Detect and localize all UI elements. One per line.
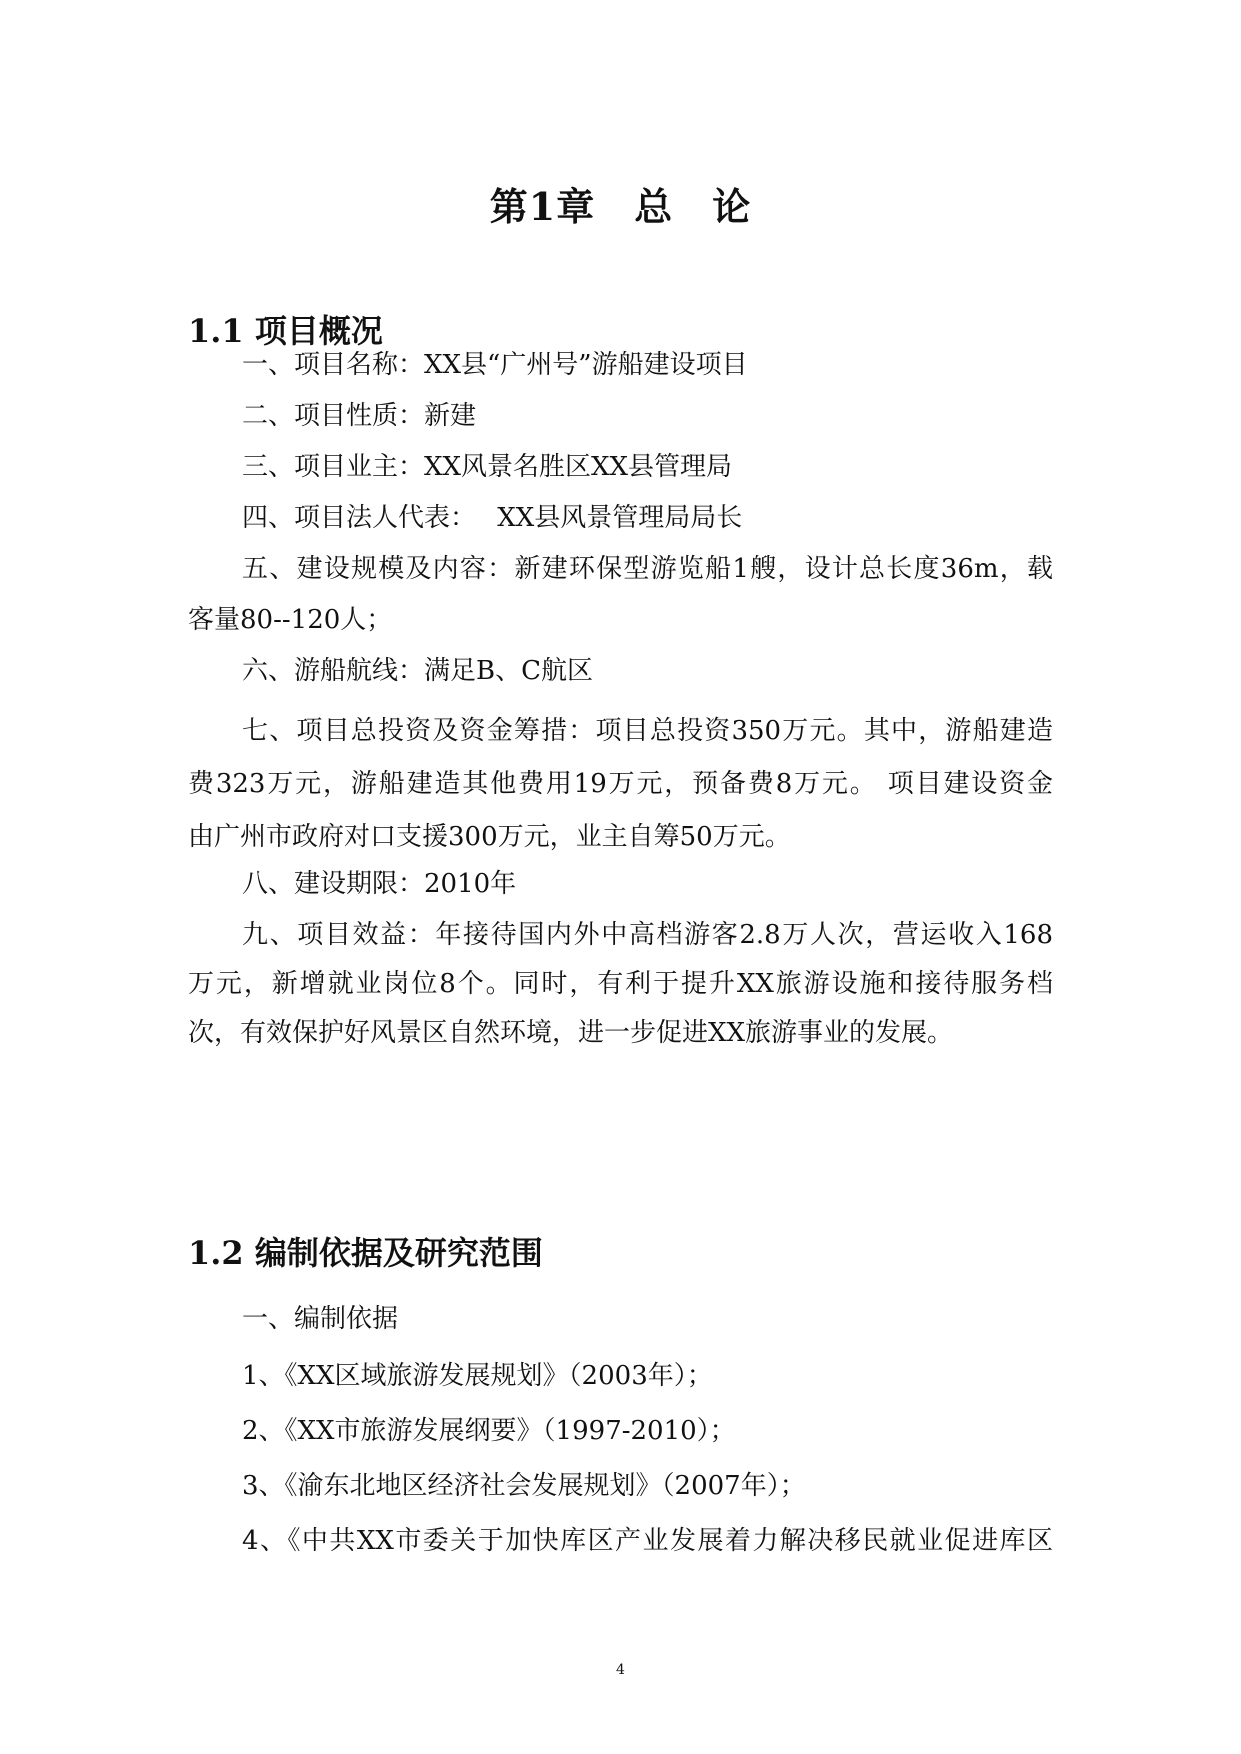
- chapter-title: 第1章 总 论: [489, 184, 752, 229]
- paragraph-scale-line-2: 客量80--120人；: [188, 605, 393, 635]
- paragraph-project-name: 一、项目名称：XX县“广州号”游船建设项目: [242, 350, 748, 380]
- list-item-3: 3、《渝东北地区经济社会发展规划》（2007年）；: [242, 1471, 806, 1501]
- paragraph-benefits-line-1: 九、项目效益：年接待国内外中高档游客2.8万人次，营运收入168: [242, 920, 1053, 950]
- paragraph-investment-line-2: 费323万元，游船建造其他费用19万元，预备费8万元。 项目建设资金: [188, 769, 1053, 799]
- page-number: 4: [616, 1662, 625, 1678]
- paragraph-investment-line-3: 由广州市政府对口支援300万元，业主自筹50万元。: [188, 822, 791, 852]
- paragraph-route: 六、游船航线：满足B、C航区: [242, 656, 594, 686]
- paragraph-construction-period: 八、建设期限：2010年: [242, 869, 517, 899]
- paragraph-project-nature: 二、项目性质：新建: [242, 401, 477, 431]
- paragraph-benefits-line-2: 万元，新增就业岗位8个。同时，有利于提升XX旅游设施和接待服务档: [188, 969, 1053, 999]
- section-heading-1-2: 1.2 编制依据及研究范围: [188, 1234, 543, 1272]
- list-item-4: 4、《中共XX市委关于加快库区产业发展着力解决移民就业促进库区: [242, 1526, 1053, 1556]
- paragraph-benefits-line-3: 次，有效保护好风景区自然环境，进一步促进XX旅游事业的发展。: [188, 1018, 954, 1048]
- paragraph-project-owner: 三、项目业主：XX风景名胜区XX县管理局: [242, 452, 733, 482]
- list-item-1: 1、《XX区域旅游发展规划》（2003年）；: [242, 1361, 713, 1391]
- section-heading-1-1: 1.1 项目概况: [188, 312, 383, 350]
- list-item-2: 2、《XX市旅游发展纲要》（1997-2010）；: [242, 1416, 736, 1446]
- paragraph-scale-line-1: 五、建设规模及内容：新建环保型游览船1艘，设计总长度36m，载: [242, 554, 1053, 584]
- paragraph-legal-representative: 四、项目法人代表： XX县风景管理局局长: [242, 503, 743, 533]
- paragraph-investment-line-1: 七、项目总投资及资金筹措：项目总投资350万元。其中，游船建造: [242, 716, 1053, 746]
- subheading-basis: 一、编制依据: [242, 1304, 399, 1334]
